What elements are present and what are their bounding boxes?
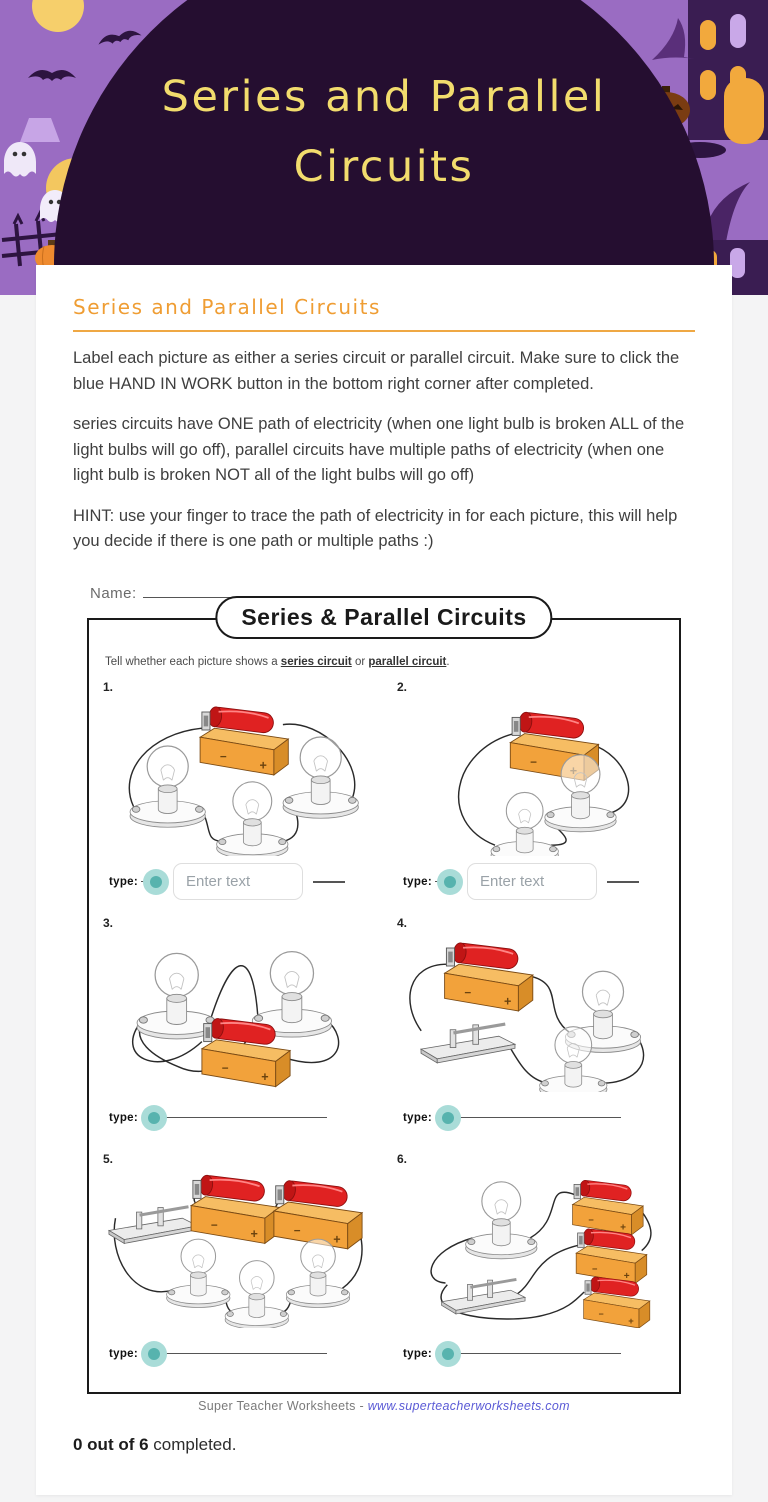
type-label: type: <box>403 875 432 888</box>
svg-text:−: − <box>592 1263 598 1274</box>
questions-grid <box>99 674 669 1382</box>
worksheet-title: Series & Parallel Circuits <box>215 596 552 639</box>
light-bulb-icon <box>167 1239 230 1307</box>
circuit-figure <box>393 694 669 856</box>
type-label: type: <box>109 875 138 888</box>
question-number: 6. <box>397 1151 408 1166</box>
completion-status <box>73 1435 695 1455</box>
light-bulb-icon <box>217 781 288 855</box>
battery-icon <box>445 942 533 1011</box>
svg-text:+: + <box>250 1226 258 1241</box>
type-label: type: <box>403 1111 432 1124</box>
light-bulb-icon <box>283 737 358 818</box>
answer-line <box>453 1117 621 1118</box>
worksheet-card <box>36 265 732 1495</box>
completion-count: 0 out of 6 <box>73 1434 149 1454</box>
battery-icon <box>191 1174 279 1243</box>
worksheet-credit <box>73 1399 695 1413</box>
light-bulb-icon <box>466 1181 537 1258</box>
answer-marker-dot[interactable] <box>435 1341 461 1367</box>
battery-icon <box>200 706 288 775</box>
light-bulb-icon <box>225 1260 288 1327</box>
svg-text:−: − <box>588 1214 594 1225</box>
worksheet-instruction: Tell whether each picture shows a series circuit or parallel circuit. <box>105 655 450 668</box>
knife-switch-icon <box>442 1279 526 1314</box>
completion-label: completed. <box>148 1434 237 1454</box>
question-4 <box>393 910 669 1146</box>
battery-icon <box>584 1276 650 1328</box>
question-1 <box>99 674 375 910</box>
svg-text:−: − <box>221 1061 229 1075</box>
svg-text:−: − <box>293 1223 301 1237</box>
svg-text:−: − <box>210 1218 218 1232</box>
worksheet-embed <box>73 585 695 1413</box>
light-bulb-icon <box>130 746 205 827</box>
answer-line <box>453 1353 621 1354</box>
section-heading: Series and Parallel Circuits <box>73 295 381 319</box>
battery-icon <box>274 1179 362 1248</box>
answer-input[interactable] <box>467 863 597 900</box>
knife-switch-icon <box>421 1024 515 1063</box>
name-label: Name: <box>90 584 137 602</box>
light-bulb-icon <box>286 1239 349 1307</box>
svg-text:+: + <box>628 1315 634 1327</box>
battery-icon <box>573 1179 644 1234</box>
svg-text:+: + <box>261 1069 269 1084</box>
svg-text:+: + <box>623 1270 630 1282</box>
answer-line-tail <box>313 881 345 883</box>
svg-text:+: + <box>504 994 512 1009</box>
question-2 <box>393 674 669 910</box>
type-label: type: <box>109 1347 138 1360</box>
circuit-figure <box>99 694 375 856</box>
question-number: 5. <box>103 1151 114 1166</box>
battery-icon <box>576 1228 647 1283</box>
credit-link[interactable]: www.superteacherworksheets.com <box>367 1398 570 1413</box>
answer-marker-dot[interactable] <box>141 1341 167 1367</box>
svg-text:−: − <box>598 1308 604 1319</box>
instructions-paragraph-2: series circuits have ONE path of electricity (when one light bulb is broken ALL of the light bulbs will go off), parallel circuits have multiple paths of electricity (when one light bulb is broken NOT all of the light bulbs will go off) <box>73 415 685 484</box>
question-number: 4. <box>397 915 408 930</box>
answer-input[interactable] <box>173 863 303 900</box>
page-title-line2: Circuits <box>293 142 475 192</box>
question-5 <box>99 1146 375 1382</box>
type-label: type: <box>403 1347 432 1360</box>
answer-row <box>109 862 375 902</box>
type-label: type: <box>109 1111 138 1124</box>
answer-row <box>403 1098 669 1138</box>
circuit-figure <box>393 930 669 1092</box>
answer-marker-dot[interactable] <box>437 869 463 895</box>
question-number: 3. <box>103 915 114 930</box>
question-number: 2. <box>397 679 408 694</box>
circuit-figure <box>393 1166 669 1328</box>
section-divider <box>73 330 695 332</box>
svg-text:−: − <box>219 750 227 764</box>
svg-text:+: + <box>333 1231 341 1246</box>
header-banner <box>0 0 768 295</box>
credit-text: Super Teacher Worksheets - <box>198 1398 368 1413</box>
answer-row <box>109 1334 375 1374</box>
instructions-paragraph-3: HINT: use your finger to trace the path of electricity in for each picture, this will help you decide if there is one path or multiple paths :) <box>73 506 678 550</box>
answer-marker-dot[interactable] <box>143 869 169 895</box>
answer-row <box>403 862 669 902</box>
circuit-figure <box>99 1166 375 1328</box>
question-3 <box>99 910 375 1146</box>
knife-switch-icon <box>109 1206 198 1243</box>
answer-line <box>159 1353 327 1354</box>
page-title <box>0 62 768 202</box>
svg-text:−: − <box>530 755 537 769</box>
answer-row <box>109 1098 375 1138</box>
svg-text:+: + <box>620 1221 626 1233</box>
page-title-line1: Series and Parallel <box>161 72 607 122</box>
answer-marker-dot[interactable] <box>141 1105 167 1131</box>
worksheet-page <box>87 603 681 1394</box>
answer-line <box>159 1117 327 1118</box>
svg-text:−: − <box>464 986 472 1000</box>
svg-text:+: + <box>259 758 267 773</box>
answer-row <box>403 1334 669 1374</box>
question-number: 1. <box>103 679 114 694</box>
question-6 <box>393 1146 669 1382</box>
answer-marker-dot[interactable] <box>435 1105 461 1131</box>
circuit-figure <box>99 930 375 1092</box>
answer-line-tail <box>607 881 639 883</box>
instructions-paragraph-1: Label each picture as either a series circuit or parallel circuit. Make sure to click the blue HAND IN WORK button in the bottom right corner after completed. <box>73 349 680 393</box>
